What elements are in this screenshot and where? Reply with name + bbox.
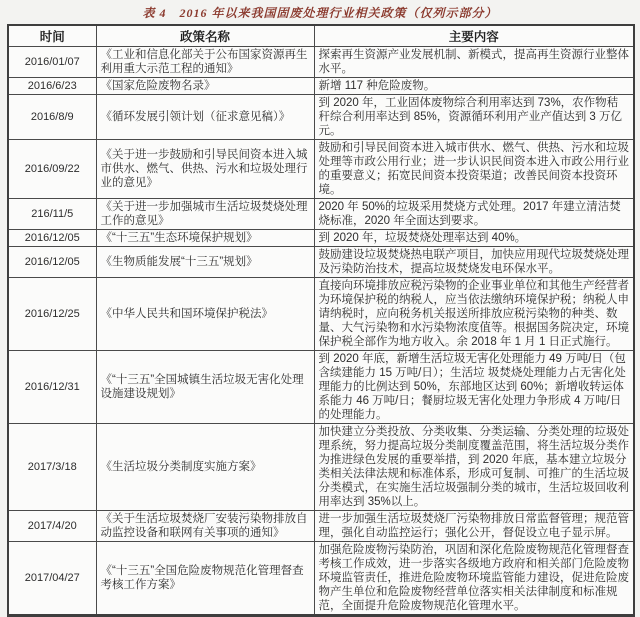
row-date-cell: 2016/12/25 bbox=[8, 278, 96, 351]
row-policy-cell: 《“十三五”生态环境保护规划》 bbox=[96, 230, 314, 247]
row-date-cell: 2016/8/9 bbox=[8, 95, 96, 140]
row-policy-cell: 《“十三五”全国危险废物规范化管理督查考核工作方案》 bbox=[96, 542, 314, 616]
row-date-cell: 2016/12/31 bbox=[8, 351, 96, 424]
row-policy-cell: 《工业和信息化部关于公布国家资源再生利用重大示范工程的通知》 bbox=[96, 47, 314, 78]
row-policy-cell: 《关于进一步鼓励和引导民间资本进入城市供水、燃气、供热、污水和垃圾处理行业的意见》 bbox=[96, 140, 314, 199]
row-date-cell: 2016/6/23 bbox=[8, 78, 96, 95]
table-row bbox=[8, 424, 634, 511]
row-content-cell: 鼓励建设垃圾焚烧热电联产项目，加快应用现代垃圾焚烧处理及污染防治技术，提高垃圾焚烧发电环保水平。 bbox=[314, 247, 634, 278]
row-policy-cell: 《生活垃圾分类制度实施方案》 bbox=[96, 424, 314, 511]
table-row bbox=[8, 78, 634, 95]
row-content-cell: 加强危险废物污染防治，巩固和深化危险废物规范化管理督查考核工作成效，进一步落实各级地方政府和相关部门危险废物环境监管责任，推进危险废物环境监管能力建设，促进危险废物产生单位和危险废物经营单位落实相关法律制度和标准规范，全面提升危险废物规范化管理水平。 bbox=[314, 542, 634, 616]
row-content-cell: 到 2020 年底，新增生活垃圾无害化处理能力 49 万吨/日（包含续建能力 15 万吨/日）；生活垃 圾焚烧处理能力占无害化处理能力的比例达到 50%，东部地区达到 60%；新增收转运体系能力 46 万吨/日；餐厨垃圾无害化处理力争形成 4 万吨/日的处理能力。 bbox=[314, 351, 634, 424]
row-content-cell: 探索再生资源产业发展机制、新模式，提高再生资源行业整体水平。 bbox=[314, 47, 634, 78]
row-content-cell: 加快建立分类投放、分类收集、分类运输、分类处理的垃圾处理系统，努力提高垃圾分类制度覆盖范围，将生活垃圾分类作为推进绿色发展的重要举措，到 2020 年底，基本建立垃圾分类相关法律法规和标准体系，形成可复制、可推广的生活垃圾分类模式，在实施生活垃圾强制分类的城市，生活垃圾回收利用率达到 35%以上。 bbox=[314, 424, 634, 511]
table-row bbox=[8, 247, 634, 278]
row-policy-cell: 《“十三五”全国城镇生活垃圾无害化处理设施建设规划》 bbox=[96, 351, 314, 424]
column-header-policy: 政策名称 bbox=[96, 25, 314, 47]
table-row bbox=[8, 278, 634, 351]
policy-table-body bbox=[8, 47, 634, 616]
row-content-cell: 直接向环境排放应税污染物的企业事业单位和其他生产经营者为环境保护税的纳税人，应当依法缴纳环境保护税；纳税人申请纳税时，应向税务机关报送所排放应税污染物的种类、数量、大气污染物和水污染物浓度值等。根据国务院决定，环境保护税全部作为地方收入。余 2018 年 1 月 1 日正式施行。 bbox=[314, 278, 634, 351]
row-content-cell: 新增 117 种危险废物。 bbox=[314, 78, 634, 95]
table-row bbox=[8, 542, 634, 616]
row-date-cell: 2017/3/18 bbox=[8, 424, 96, 511]
column-header-content: 主要内容 bbox=[314, 25, 634, 47]
table-row bbox=[8, 95, 634, 140]
table-row bbox=[8, 230, 634, 247]
row-date-cell: 2016/01/07 bbox=[8, 47, 96, 78]
row-content-cell: 鼓励和引导民间资本进入城市供水、燃气、供热、污水和垃圾处理等市政公用行业；进一步认识民间资本进入市政公用行业的重要意义；拓宽民间资本投资渠道；改善民间资本投资环境。 bbox=[314, 140, 634, 199]
row-content-cell: 到 2020 年，垃圾焚烧处理率达到 40%。 bbox=[314, 230, 634, 247]
row-content-cell: 2020 年 50%的垃圾采用焚烧方式处理。2017 年建立清洁焚烧标准，2020 年全面达到要求。 bbox=[314, 199, 634, 230]
row-policy-cell: 《生物质能发展“十三五”规划》 bbox=[96, 247, 314, 278]
row-policy-cell: 《关于进一步加强城市生活垃圾焚烧处理工作的意见》 bbox=[96, 199, 314, 230]
table-row bbox=[8, 511, 634, 542]
row-date-cell: 2016/12/05 bbox=[8, 230, 96, 247]
policy-table bbox=[7, 24, 635, 617]
row-content-cell: 进一步加强生活垃圾焚烧厂污染物排放日常监督管理；规范管理，强化自动监控运行；强化公开，督促设立电子显示屏。 bbox=[314, 511, 634, 542]
row-date-cell: 2016/09/22 bbox=[8, 140, 96, 199]
column-header-date: 时间 bbox=[8, 25, 96, 47]
row-date-cell: 2017/4/20 bbox=[8, 511, 96, 542]
table-row bbox=[8, 351, 634, 424]
row-date-cell: 2016/12/05 bbox=[8, 247, 96, 278]
table-title: 表 4 2016 年以来我国固废处理行业相关政策（仅列示部分） bbox=[142, 6, 498, 20]
table-row bbox=[8, 47, 634, 78]
row-policy-cell: 《循环发展引领计划（征求意见稿）》 bbox=[96, 95, 314, 140]
row-date-cell: 216/11/5 bbox=[8, 199, 96, 230]
row-date-cell: 2017/04/27 bbox=[8, 542, 96, 616]
row-content-cell: 到 2020 年，工业固体废物综合利用率达到 73%，农作物秸秆综合利用率达到 85%，资源循环利用产业产值达到 3 万亿元。 bbox=[314, 95, 634, 140]
table-header-row bbox=[8, 25, 634, 47]
table-row bbox=[8, 199, 634, 230]
row-policy-cell: 《中华人民共和国环境保护税法》 bbox=[96, 278, 314, 351]
table-row bbox=[8, 140, 634, 199]
row-policy-cell: 《国家危险废物名录》 bbox=[96, 78, 314, 95]
row-policy-cell: 《关于生活垃圾焚烧厂安装污染物排放自动监控设备和联网有关事项的通知》 bbox=[96, 511, 314, 542]
